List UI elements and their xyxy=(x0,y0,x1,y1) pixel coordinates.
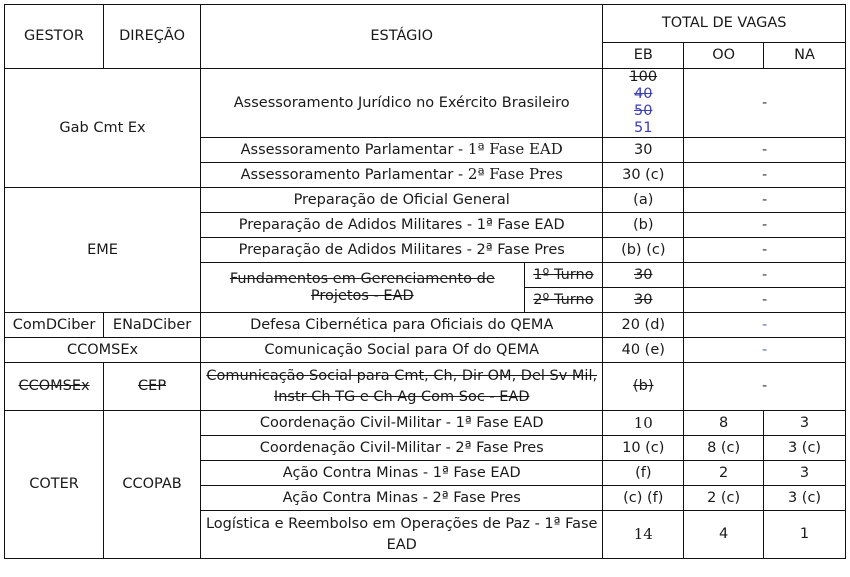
estagio-text: Assessoramento Parlamentar xyxy=(240,142,459,158)
comdciber-eb: 20 (d) xyxy=(603,313,684,338)
eme-rest-4b: - xyxy=(684,288,846,313)
eme-turno-1: 1º Turno xyxy=(524,263,603,288)
gab-eb-juridico xyxy=(603,69,684,138)
eme-rest-3: - xyxy=(684,238,846,263)
coter-estagio-5: Logística e Reembolso em Operações de Paz - 1ª Fase EAD xyxy=(201,511,603,559)
coter-eb-2: 10 (c) xyxy=(603,436,684,461)
header-estagio: ESTÁGIO xyxy=(201,5,603,69)
table-row xyxy=(5,338,846,363)
estagio-text: Assessoramento Parlamentar xyxy=(240,167,459,183)
coter-estagio-1: Coordenação Civil-Militar - 1ª Fase EAD xyxy=(201,411,603,436)
coter-gestor: COTER xyxy=(5,411,104,559)
coter-eb-1: 10 xyxy=(603,411,684,436)
eme-estagio-3: Preparação de Adidos Militares - 2ª Fase Pres xyxy=(201,238,603,263)
coter-oo-2: 8 (c) xyxy=(684,436,764,461)
gab-eb-parl-2: 30 (c) xyxy=(603,163,684,188)
gab-estagio-parl-1 xyxy=(201,138,603,163)
eme-gestor: EME xyxy=(5,188,201,313)
eme-eb-2: (b) xyxy=(603,213,684,238)
coter-estagio-4: Ação Contra Minas - 2ª Fase Pres xyxy=(201,486,603,511)
comdciber-direcao: ENaDCiber xyxy=(104,313,201,338)
table-row xyxy=(5,411,846,436)
eme-eb-1: (a) xyxy=(603,188,684,213)
header-eb: EB xyxy=(603,43,684,69)
coter-estagio-2: Coordenação Civil-Militar - 2ª Fase Pres xyxy=(201,436,603,461)
eme-eb-4b: 30 xyxy=(603,288,684,313)
header-total-vagas: TOTAL DE VAGAS xyxy=(603,5,846,43)
ccomsex-old-eb: (b) xyxy=(603,363,684,411)
eb-old-value: 40 xyxy=(634,86,653,102)
coter-oo-5: 4 xyxy=(684,511,764,559)
eme-turno-2: 2º Turno xyxy=(524,288,603,313)
coter-oo-1: 8 xyxy=(684,411,764,436)
table-row xyxy=(5,188,846,213)
header-na: NA xyxy=(764,43,846,69)
coter-na-2: 3 (c) xyxy=(764,436,846,461)
coter-na-1: 3 xyxy=(764,411,846,436)
eme-eb-4a: 30 xyxy=(603,263,684,288)
coter-na-3: 3 xyxy=(764,461,846,486)
table-row xyxy=(5,313,846,338)
estagio-phase: - 1ª Fase EAD xyxy=(458,140,563,158)
table-row xyxy=(5,363,846,411)
eme-rest-1: - xyxy=(684,188,846,213)
ccomsex-estagio: Comunicação Social para Of do QEMA xyxy=(201,338,603,363)
coter-oo-3: 2 xyxy=(684,461,764,486)
header-oo: OO xyxy=(684,43,764,69)
ccomsex-eb: 40 (e) xyxy=(603,338,684,363)
ccomsex-old-direcao: CEP xyxy=(104,363,201,411)
coter-direcao: CCOPAB xyxy=(104,411,201,559)
comdciber-rest: - xyxy=(684,313,846,338)
eme-rest-2: - xyxy=(684,213,846,238)
gab-gestor: Gab Cmt Ex xyxy=(5,69,201,188)
comdciber-estagio: Defesa Cibernética para Oficiais do QEMA xyxy=(201,313,603,338)
ccomsex-old-gestor: CCOMSEx xyxy=(5,363,104,411)
coter-estagio-3: Ação Contra Minas - 1ª Fase EAD xyxy=(201,461,603,486)
estagio-phase: - 2ª Fase Pres xyxy=(458,165,563,183)
gab-estagio-juridico: Assessoramento Jurídico no Exército Brasileiro xyxy=(201,69,603,138)
gab-rest-parl-2: - xyxy=(684,163,846,188)
eme-rest-4a: - xyxy=(684,263,846,288)
table-row xyxy=(5,69,846,138)
eme-estagio-2: Preparação de Adidos Militares - 1ª Fase EAD xyxy=(201,213,603,238)
eme-estagio-4: Fundamentos em Gerenciamento de Projetos - EAD xyxy=(201,263,524,313)
coter-na-5: 1 xyxy=(764,511,846,559)
eb-new-value: 51 xyxy=(634,120,653,136)
coter-eb-4: (c) (f) xyxy=(603,486,684,511)
coter-na-4: 3 (c) xyxy=(764,486,846,511)
vagas-table xyxy=(4,4,846,559)
header-direcao: DIREÇÃO xyxy=(104,5,201,69)
ccomsex-rest: - xyxy=(684,338,846,363)
gab-eb-parl-1: 30 xyxy=(603,138,684,163)
header-gestor: GESTOR xyxy=(5,5,104,69)
gab-rest-juridico: - xyxy=(684,69,846,138)
comdciber-gestor: ComDCiber xyxy=(5,313,104,338)
ccomsex-old-rest: - xyxy=(684,363,846,411)
eb-old-value: 100 xyxy=(629,69,658,85)
eme-estagio-1: Preparação de Oficial General xyxy=(201,188,603,213)
ccomsex-old-estagio: Comunicação Social para Cmt, Ch, Dir OM, Del Sv Mil, Instr Ch TG e Ch Ag Com Soc - EAD xyxy=(201,363,603,411)
gab-estagio-parl-2 xyxy=(201,163,603,188)
coter-oo-4: 2 (c) xyxy=(684,486,764,511)
eb-old-value: 50 xyxy=(634,103,653,119)
coter-eb-3: (f) xyxy=(603,461,684,486)
coter-eb-5: 14 xyxy=(603,511,684,559)
eme-eb-3: (b) (c) xyxy=(603,238,684,263)
ccomsex-gestor: CCOMSEx xyxy=(5,338,201,363)
gab-rest-parl-1: - xyxy=(684,138,846,163)
